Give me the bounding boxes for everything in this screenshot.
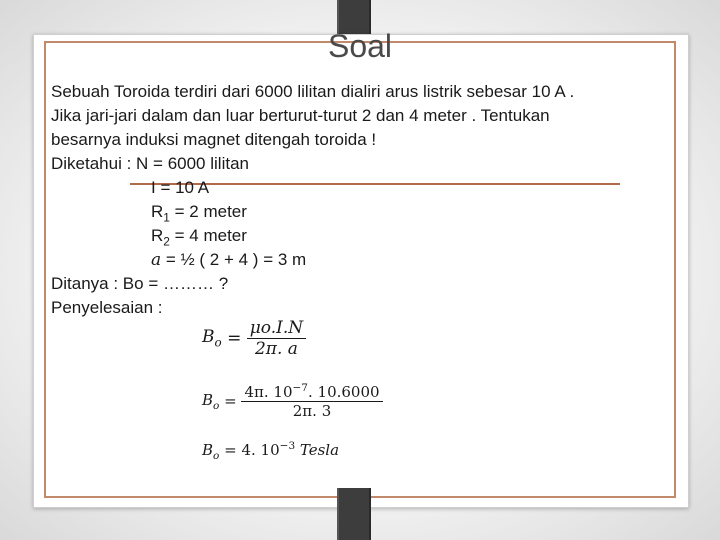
formula-3: $B_o = 4$. $10^{-3}$ Tesla xyxy=(202,440,340,462)
formula-1: $B_o$ = $\frac{\mu o.I.N}{2\pi. a}$ xyxy=(202,318,306,359)
problem-line-3: besarnya induksi magnet ditengah toroida ! xyxy=(51,130,377,149)
known-r2: $R_2 = 4$ meter xyxy=(151,226,247,249)
known-i: I = 10 A xyxy=(151,178,210,197)
slide-title: Soal xyxy=(327,28,393,64)
known-r1: $R_1 = 2$ meter xyxy=(151,202,247,225)
asked: Ditanya : Bo = ……… ? xyxy=(51,274,229,293)
solution-label: Penyelesaian : xyxy=(51,298,163,317)
known-n: Diketahui : N = 6000 lilitan xyxy=(51,154,249,173)
problem-line-1: Sebuah Toroida terdiri dari 6000 lilitan dialiri arus listrik sebesar 10 A . xyxy=(51,82,575,101)
bottom-strap xyxy=(337,488,371,540)
known-a: a = ½ ( 2 + 4 ) = 3 m xyxy=(151,250,307,270)
formula-2: $B_o$ = $\frac{4\pi. 10^{-7}. 10.6000}{2\pi. 3}$ xyxy=(202,382,383,420)
problem-line-2: Jika jari-jari dalam dan luar berturut-turut 2 dan 4 meter . Tentukan xyxy=(51,106,550,125)
